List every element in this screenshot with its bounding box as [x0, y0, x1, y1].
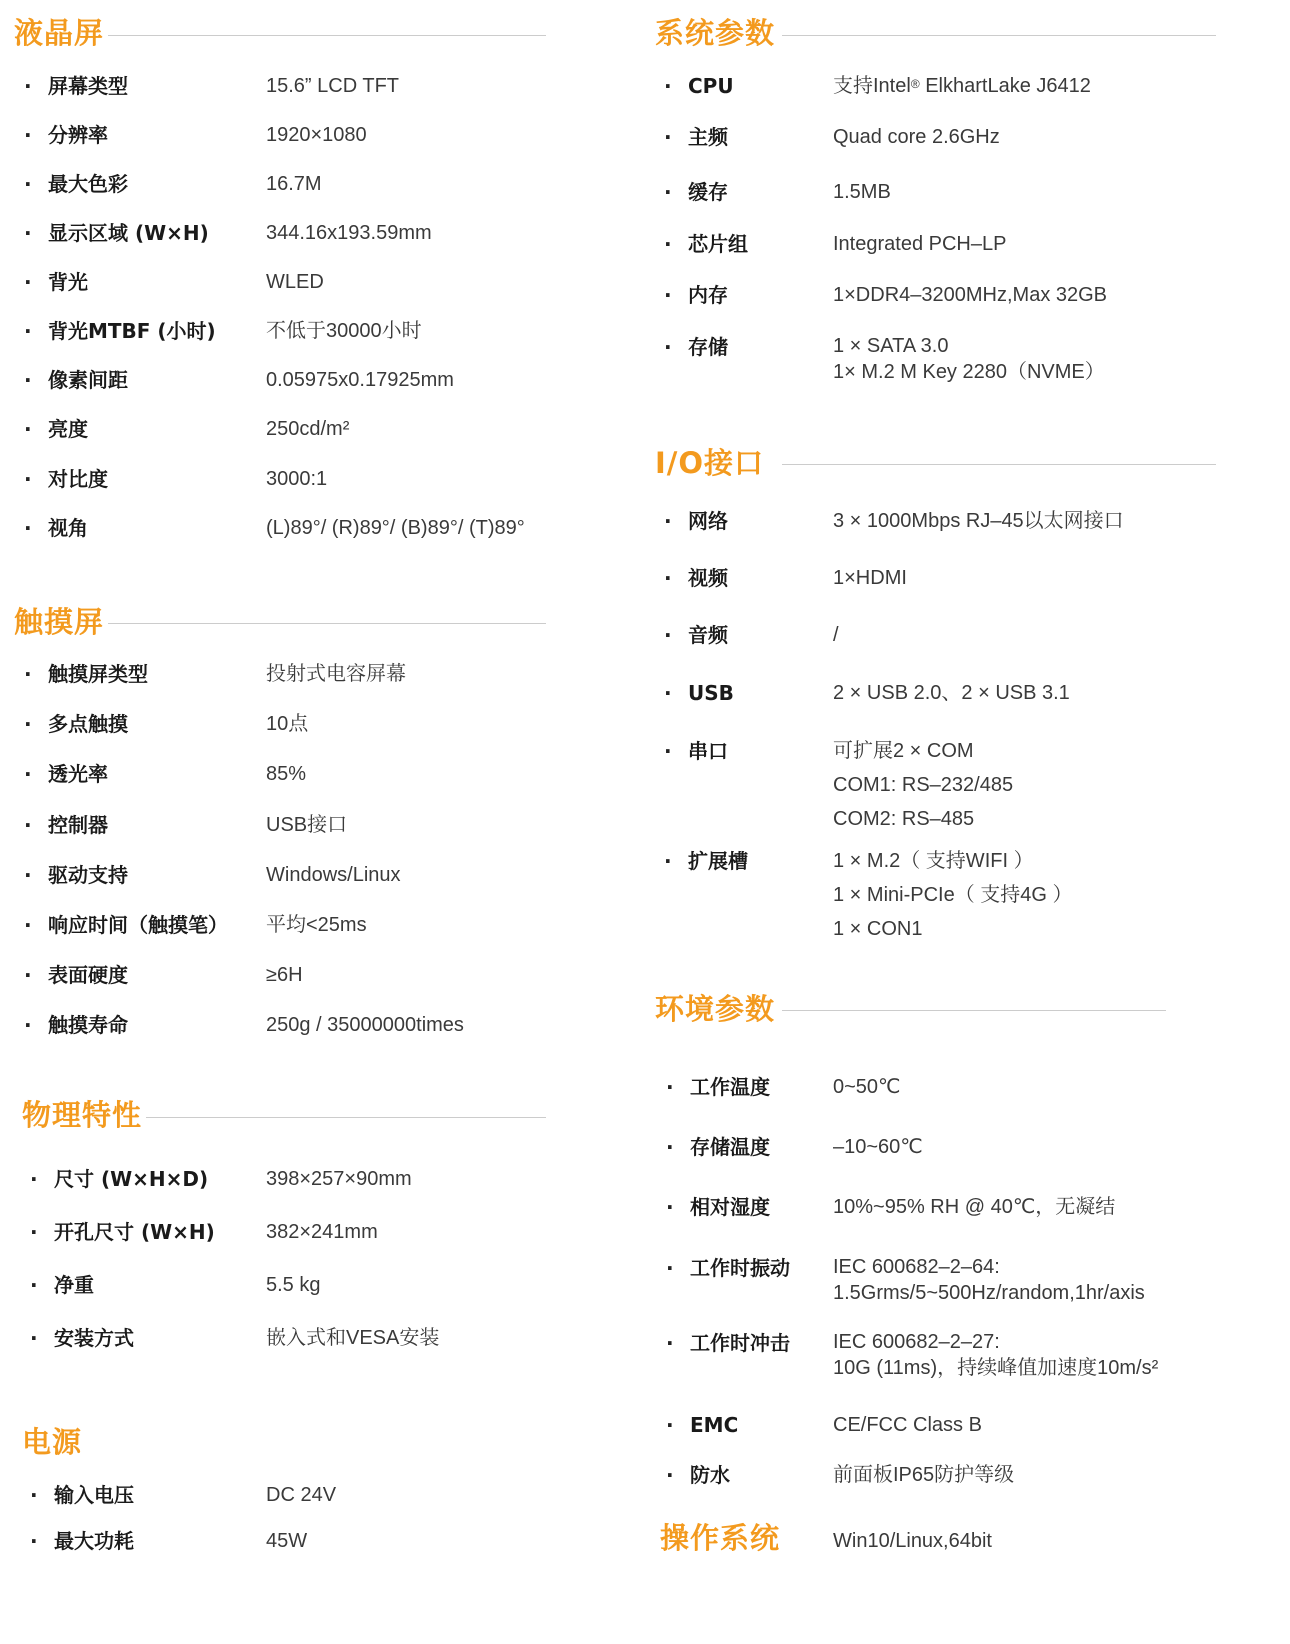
bullet: · — [24, 172, 32, 196]
spec-label: 分辨率 — [48, 123, 108, 147]
spec-value: 3000:1 — [266, 468, 328, 490]
spec-label: EMC — [690, 1413, 739, 1437]
bullet: · — [24, 762, 32, 786]
spec-label: 屏幕类型 — [48, 74, 128, 98]
spec-label: 亮度 — [48, 417, 88, 441]
registered-mark: ® — [910, 77, 920, 91]
bullet: · — [666, 1463, 674, 1487]
bullet: · — [666, 1331, 674, 1355]
spec-value: 398×257×90mm — [266, 1168, 412, 1190]
bullet: · — [30, 1220, 38, 1244]
spec-label: 表面硬度 — [48, 963, 128, 987]
spec-value: 5.5 kg — [266, 1274, 321, 1296]
spec-value: 382×241mm — [266, 1221, 378, 1243]
spec-label: 驱动支持 — [48, 863, 128, 887]
bullet: · — [24, 221, 32, 245]
spec-label: 工作时冲击 — [690, 1331, 790, 1355]
bullet: · — [664, 74, 672, 98]
bullet: · — [664, 232, 672, 256]
spec-label: CPU — [688, 74, 734, 98]
spec-value: 前面板IP65防护等级 — [833, 1464, 1015, 1486]
spec-label: 最大色彩 — [48, 172, 128, 196]
spec-label: 尺寸 (W×H×D) — [54, 1167, 209, 1191]
bullet: · — [24, 963, 32, 987]
spec-label: USB — [688, 681, 734, 705]
spec-value: WLED — [266, 271, 324, 293]
bullet: · — [664, 180, 672, 204]
spec-value: 3 × 1000Mbps RJ–45以太网接口 — [833, 510, 1124, 532]
spec-value: 10点 — [266, 713, 309, 735]
spec-value: 15.6” LCD TFT — [266, 75, 399, 97]
section-title-system: 系统参数 — [655, 16, 776, 50]
spec-value: 1×HDMI — [833, 567, 907, 589]
bullet: · — [24, 368, 32, 392]
spec-label: 透光率 — [48, 762, 108, 786]
spec-value: 平均<25ms — [266, 914, 367, 936]
spec-label: 防水 — [690, 1463, 730, 1487]
section-title-env: 环境参数 — [655, 992, 776, 1026]
spec-value: / — [833, 624, 839, 646]
spec-value: 0.05975x0.17925mm — [266, 369, 454, 391]
value-text: 支持Intel — [833, 75, 911, 97]
spec-label: 缓存 — [688, 180, 728, 204]
spec-label: 主频 — [688, 125, 728, 149]
bullet: · — [24, 467, 32, 491]
spec-value — [833, 1329, 1158, 1381]
section-divider — [108, 35, 546, 36]
value-line: COM1: RS–232/485 — [833, 774, 1014, 796]
value-line: 可扩展2 × COM — [833, 740, 974, 762]
value-line: 1 × SATA 3.0 — [833, 335, 949, 357]
section-title-physical: 物理特性 — [22, 1098, 143, 1132]
bullet: · — [664, 125, 672, 149]
bullet: · — [666, 1075, 674, 1099]
bullet: · — [666, 1413, 674, 1437]
spec-value: 85% — [266, 763, 307, 785]
spec-value — [833, 1254, 1145, 1306]
spec-value: 10%~95% RH @ 40℃，无凝结 — [833, 1196, 1116, 1218]
spec-label: 视角 — [48, 516, 88, 540]
spec-value: 不低于30000小时 — [266, 320, 422, 342]
spec-value — [833, 333, 1105, 385]
bullet: · — [24, 913, 32, 937]
spec-value: 16.7M — [266, 173, 322, 195]
section-title-power: 电源 — [22, 1425, 83, 1459]
spec-value: (L)89°/ (R)89°/ (B)89°/ (T)89° — [266, 517, 525, 539]
bullet: · — [24, 813, 32, 837]
spec-label: 串口 — [688, 739, 728, 763]
spec-value — [833, 72, 1091, 100]
spec-label: 输入电压 — [54, 1483, 134, 1507]
bullet: · — [30, 1529, 38, 1553]
bullet: · — [666, 1195, 674, 1219]
spec-value: 2 × USB 2.0、2 × USB 3.1 — [833, 682, 1070, 704]
bullet: · — [24, 712, 32, 736]
section-title-lcd: 液晶屏 — [14, 16, 105, 50]
bullet: · — [24, 319, 32, 343]
spec-label: 响应时间（触摸笔） — [48, 913, 228, 937]
value-line: 1× M.2 M Key 2280（NVME） — [833, 361, 1105, 383]
section-divider — [146, 1117, 546, 1118]
value-text: ElkhartLake J6412 — [919, 75, 1091, 97]
section-divider — [782, 35, 1216, 36]
bullet: · — [24, 74, 32, 98]
spec-label: 控制器 — [48, 813, 108, 837]
section-divider — [782, 1010, 1166, 1011]
bullet: · — [664, 623, 672, 647]
section-title-io: I/O接口 — [655, 446, 765, 480]
spec-value: 45W — [266, 1530, 308, 1552]
section-title-os: 操作系统 — [660, 1521, 781, 1555]
spec-label: 工作温度 — [690, 1075, 770, 1099]
spec-value — [833, 734, 1013, 836]
spec-value: –10~60℃ — [833, 1136, 923, 1158]
spec-label: 开孔尺寸 (W×H) — [54, 1220, 215, 1244]
bullet: · — [24, 1013, 32, 1037]
spec-value: 1.5MB — [833, 181, 891, 203]
bullet: · — [24, 516, 32, 540]
value-line: COM2: RS–485 — [833, 808, 975, 830]
spec-value — [833, 844, 1073, 946]
bullet: · — [24, 662, 32, 686]
bullet: · — [664, 566, 672, 590]
spec-value: CE/FCC Class B — [833, 1414, 982, 1436]
spec-label: 存储温度 — [690, 1135, 770, 1159]
spec-value: 投射式电容屏幕 — [266, 663, 406, 685]
spec-label: 背光MTBF (小时) — [48, 319, 216, 343]
bullet: · — [664, 509, 672, 533]
spec-label: 多点触摸 — [48, 712, 128, 736]
spec-label: 像素间距 — [48, 368, 128, 392]
spec-label: 视频 — [688, 566, 728, 590]
spec-label: 音频 — [688, 623, 728, 647]
bullet: · — [664, 283, 672, 307]
value-line: 1 × CON1 — [833, 918, 923, 940]
bullet: · — [30, 1273, 38, 1297]
spec-value: Windows/Linux — [266, 864, 401, 886]
spec-value: 0~50℃ — [833, 1076, 901, 1098]
spec-label: 对比度 — [48, 467, 108, 491]
bullet: · — [664, 739, 672, 763]
value-line: 1 × M.2（ 支持WIFI ） — [833, 850, 1034, 872]
spec-label: 安装方式 — [54, 1326, 134, 1350]
spec-label: 背光 — [48, 270, 88, 294]
spec-label: 网络 — [688, 509, 728, 533]
value-line: IEC 600682–2–64: — [833, 1256, 1000, 1278]
spec-value: ≥6H — [266, 964, 303, 986]
bullet: · — [664, 849, 672, 873]
spec-label: 工作时振动 — [690, 1256, 790, 1280]
bullet: · — [664, 335, 672, 359]
bullet: · — [30, 1167, 38, 1191]
value-line: IEC 600682–2–27: — [833, 1331, 1000, 1353]
spec-value: 344.16x193.59mm — [266, 222, 432, 244]
spec-label: 最大功耗 — [54, 1529, 134, 1553]
spec-label: 触摸寿命 — [48, 1013, 128, 1037]
section-divider — [782, 464, 1216, 465]
spec-value: 250g / 35000000times — [266, 1014, 464, 1036]
bullet: · — [24, 123, 32, 147]
spec-value: DC 24V — [266, 1484, 337, 1506]
bullet: · — [666, 1135, 674, 1159]
spec-value: 1×DDR4–3200MHz,Max 32GB — [833, 284, 1108, 306]
value-line: 10G (11ms)，持续峰值加速度10m/s² — [833, 1357, 1159, 1379]
spec-value: Quad core 2.6GHz — [833, 126, 1000, 148]
bullet: · — [24, 863, 32, 887]
spec-label: 存储 — [688, 335, 728, 359]
spec-value: Integrated PCH–LP — [833, 233, 1007, 255]
spec-value: USB接口 — [266, 814, 348, 836]
spec-value: 250cd/m² — [266, 418, 350, 440]
spec-label: 显示区域 (W×H) — [48, 221, 209, 245]
bullet: · — [30, 1483, 38, 1507]
spec-value: 1920×1080 — [266, 124, 367, 146]
bullet: · — [664, 681, 672, 705]
spec-label: 芯片组 — [688, 232, 748, 256]
bullet: · — [666, 1256, 674, 1280]
spec-label: 扩展槽 — [688, 849, 748, 873]
bullet: · — [24, 417, 32, 441]
spec-value: 嵌入式和VESA安装 — [266, 1327, 440, 1349]
bullet: · — [24, 270, 32, 294]
value-line: 1.5Grms/5~500Hz/random,1hr/axis — [833, 1282, 1145, 1304]
value-line: 1 × Mini-PCIe（ 支持4G ） — [833, 884, 1073, 906]
spec-label: 触摸屏类型 — [48, 662, 148, 686]
spec-label: 净重 — [54, 1273, 94, 1297]
bullet: · — [30, 1326, 38, 1350]
spec-label: 内存 — [688, 283, 728, 307]
section-title-touch: 触摸屏 — [14, 605, 105, 639]
section-divider — [108, 623, 546, 624]
spec-label: 相对湿度 — [690, 1195, 770, 1219]
os-value: Win10/Linux,64bit — [833, 1530, 992, 1552]
